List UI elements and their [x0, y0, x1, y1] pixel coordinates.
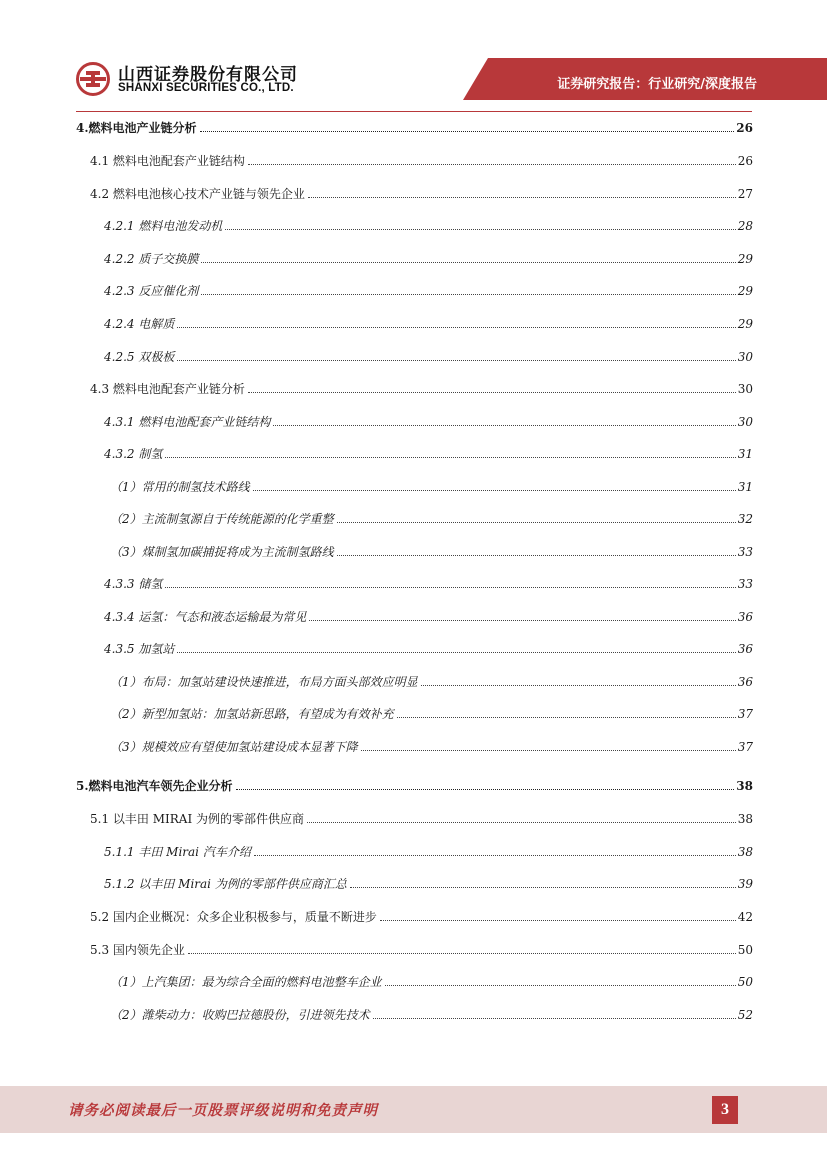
- toc-leader-dots: [397, 717, 736, 718]
- toc-entry[interactable]: [76, 702, 753, 722]
- toc-entry[interactable]: [76, 345, 753, 365]
- toc-entry-page: 36: [737, 642, 753, 656]
- toc-entry-page: 38: [737, 845, 753, 859]
- header-divider: [76, 111, 752, 112]
- toc-entry[interactable]: [76, 905, 753, 925]
- toc-leader-dots: [273, 425, 735, 426]
- company-name-cn: 山西证券股份有限公司: [118, 65, 298, 85]
- toc-entry-title: （3）规模效应有望使加氢站建设成本显著下降: [110, 740, 358, 754]
- toc-entry[interactable]: [76, 182, 753, 202]
- toc-leader-dots: [308, 197, 736, 198]
- toc-leader-dots: [373, 1018, 736, 1019]
- toc-leader-dots: [177, 360, 735, 361]
- toc-entry[interactable]: [76, 872, 753, 892]
- toc-entry[interactable]: [76, 312, 753, 332]
- toc-entry-page: 33: [737, 577, 753, 591]
- toc-entry[interactable]: [76, 377, 753, 397]
- toc-entry-title: 4.3.5 加氢站: [104, 642, 175, 656]
- toc-entry-page: 27: [737, 187, 753, 201]
- page-footer: [0, 1086, 827, 1133]
- toc-entry[interactable]: [76, 670, 753, 690]
- toc-entry[interactable]: [76, 214, 753, 234]
- toc-leader-dots: [248, 392, 736, 393]
- toc-entry-title: （3）煤制氢加碳捕捉将成为主流制氢路线: [110, 545, 334, 559]
- toc-entry-page: 28: [737, 219, 753, 233]
- toc-leader-dots: [200, 131, 735, 132]
- toc-entry-title: 4.3.1 燃料电池配套产业链结构: [104, 415, 271, 429]
- toc-entry-page: 52: [737, 1008, 753, 1022]
- toc-leader-dots: [177, 327, 735, 328]
- toc-entry[interactable]: [76, 605, 753, 625]
- toc-entry[interactable]: [76, 247, 753, 267]
- toc-entry-title: 4.3 燃料电池配套产业链分析: [90, 382, 245, 396]
- toc-entry-title: 4.3.4 运氢：气态和液态运输最为常见: [104, 610, 307, 624]
- toc-entry[interactable]: [76, 149, 753, 169]
- toc-entry-title: （2）潍柴动力：收购巴拉德股份，引进领先技术: [110, 1008, 370, 1022]
- toc-leader-dots: [337, 555, 736, 556]
- toc-entry-page: 26: [736, 121, 753, 135]
- toc-entry-title: （1）上汽集团：最为综合全面的燃料电池整车企业: [110, 975, 382, 989]
- toc-entry-page: 30: [737, 382, 753, 396]
- toc-entry[interactable]: [76, 507, 753, 527]
- report-type-label: 证券研究报告：行业研究/深度报告: [557, 77, 757, 92]
- toc-entry[interactable]: [76, 116, 753, 136]
- toc-entry-page: 38: [737, 812, 753, 826]
- toc-leader-dots: [165, 457, 735, 458]
- toc-entry[interactable]: [76, 475, 753, 495]
- toc-entry-title: （1）布局：加氢站建设快速推进，布局方面头部效应明显: [110, 675, 418, 689]
- toc-entry-page: 33: [737, 545, 753, 559]
- toc-entry-page: 32: [737, 512, 753, 526]
- toc-leader-dots: [421, 685, 736, 686]
- header-banner: [0, 0, 827, 112]
- toc-leader-dots: [361, 750, 736, 751]
- toc-entry-title: （1）常用的制氢技术路线: [110, 480, 250, 494]
- toc-entry-title: 4.2.3 反应催化剂: [104, 284, 199, 298]
- toc-entry[interactable]: [76, 540, 753, 560]
- toc-entry-page: 26: [737, 154, 753, 168]
- toc-leader-dots: [253, 490, 736, 491]
- shanxi-securities-logo-icon: [76, 62, 110, 96]
- toc-leader-dots: [177, 652, 735, 653]
- toc-entry-page: 42: [737, 910, 753, 924]
- toc-entry[interactable]: [76, 735, 753, 755]
- toc-entry-title: 5.2 国内企业概况：众多企业积极参与，质量不断进步: [90, 910, 377, 924]
- toc-entry-title: 5.燃料电池汽车领先企业分析: [76, 779, 233, 793]
- toc-entry[interactable]: [76, 938, 753, 958]
- toc-entry-page: 38: [736, 779, 753, 793]
- toc-entry-page: 29: [737, 317, 753, 331]
- toc-leader-dots: [307, 822, 736, 823]
- toc-entry-title: 5.1.2 以丰田 Mirai 为例的零部件供应商汇总: [104, 877, 347, 891]
- toc-entry-title: 4.3.3 储氢: [104, 577, 163, 591]
- page-number: 3: [712, 1096, 738, 1124]
- toc-leader-dots: [188, 953, 736, 954]
- toc-leader-dots: [236, 789, 735, 790]
- toc-entry-page: 31: [737, 447, 753, 461]
- toc-entry-page: 50: [737, 975, 753, 989]
- toc-entry[interactable]: [76, 279, 753, 299]
- toc-leader-dots: [165, 587, 735, 588]
- toc-entry[interactable]: [76, 442, 753, 462]
- toc-entry-page: 37: [737, 707, 753, 721]
- toc-entry-page: 36: [737, 610, 753, 624]
- toc-entry-page: 39: [737, 877, 753, 891]
- toc-entry-page: 37: [737, 740, 753, 754]
- toc-entry[interactable]: [76, 807, 753, 827]
- toc-leader-dots: [380, 920, 736, 921]
- toc-entry-title: （2）主流制氢源自于传统能源的化学重整: [110, 512, 334, 526]
- toc-entry-page: 29: [737, 284, 753, 298]
- toc-entry[interactable]: [76, 410, 753, 430]
- disclaimer-text: 请务必阅读最后一页股票评级说明和免责声明: [68, 1102, 378, 1119]
- toc-leader-dots: [225, 229, 735, 230]
- toc-leader-dots: [385, 985, 736, 986]
- toc-entry-title: 4.2 燃料电池核心技术产业链与领先企业: [90, 187, 305, 201]
- toc-entry[interactable]: [76, 1003, 753, 1023]
- toc-entry-page: 31: [737, 480, 753, 494]
- company-name-en: SHANXI SECURITIES CO., LTD.: [118, 82, 294, 94]
- toc-leader-dots: [337, 522, 736, 523]
- toc-leader-dots: [254, 855, 736, 856]
- toc-entry[interactable]: [76, 970, 753, 990]
- toc-leader-dots: [350, 887, 736, 888]
- page-header: [0, 0, 827, 112]
- toc-entry-page: 36: [737, 675, 753, 689]
- toc-entry-title: 4.2.4 电解质: [104, 317, 175, 331]
- toc-entry-title: 4.2.1 燃料电池发动机: [104, 219, 223, 233]
- toc-entry-title: 4.3.2 制氢: [104, 447, 163, 461]
- toc-entry-page: 50: [737, 943, 753, 957]
- toc-entry[interactable]: [76, 774, 753, 794]
- toc-entry-title: 5.1 以丰田 MIRAI 为例的零部件供应商: [90, 812, 304, 826]
- toc-leader-dots: [201, 262, 735, 263]
- toc-entry[interactable]: [76, 637, 753, 657]
- toc-entry-page: 29: [737, 252, 753, 266]
- toc-entry[interactable]: [76, 840, 753, 860]
- toc-entry-title: 4.1 燃料电池配套产业链结构: [90, 154, 245, 168]
- toc-leader-dots: [309, 620, 735, 621]
- toc-leader-dots: [201, 294, 735, 295]
- toc-entry[interactable]: [76, 572, 753, 592]
- toc-entry-title: 4.2.2 质子交换膜: [104, 252, 199, 266]
- toc-entry-title: 5.3 国内领先企业: [90, 943, 185, 957]
- toc-entry-title: 4.燃料电池产业链分析: [76, 121, 197, 135]
- toc-entry-page: 30: [737, 350, 753, 364]
- toc-entry-title: 4.2.5 双极板: [104, 350, 175, 364]
- toc-entry-page: 30: [737, 415, 753, 429]
- toc-entry-title: 5.1.1 丰田 Mirai 汽车介绍: [104, 845, 251, 859]
- toc-leader-dots: [248, 164, 736, 165]
- toc-entry-title: （2）新型加氢站：加氢站新思路，有望成为有效补充: [110, 707, 394, 721]
